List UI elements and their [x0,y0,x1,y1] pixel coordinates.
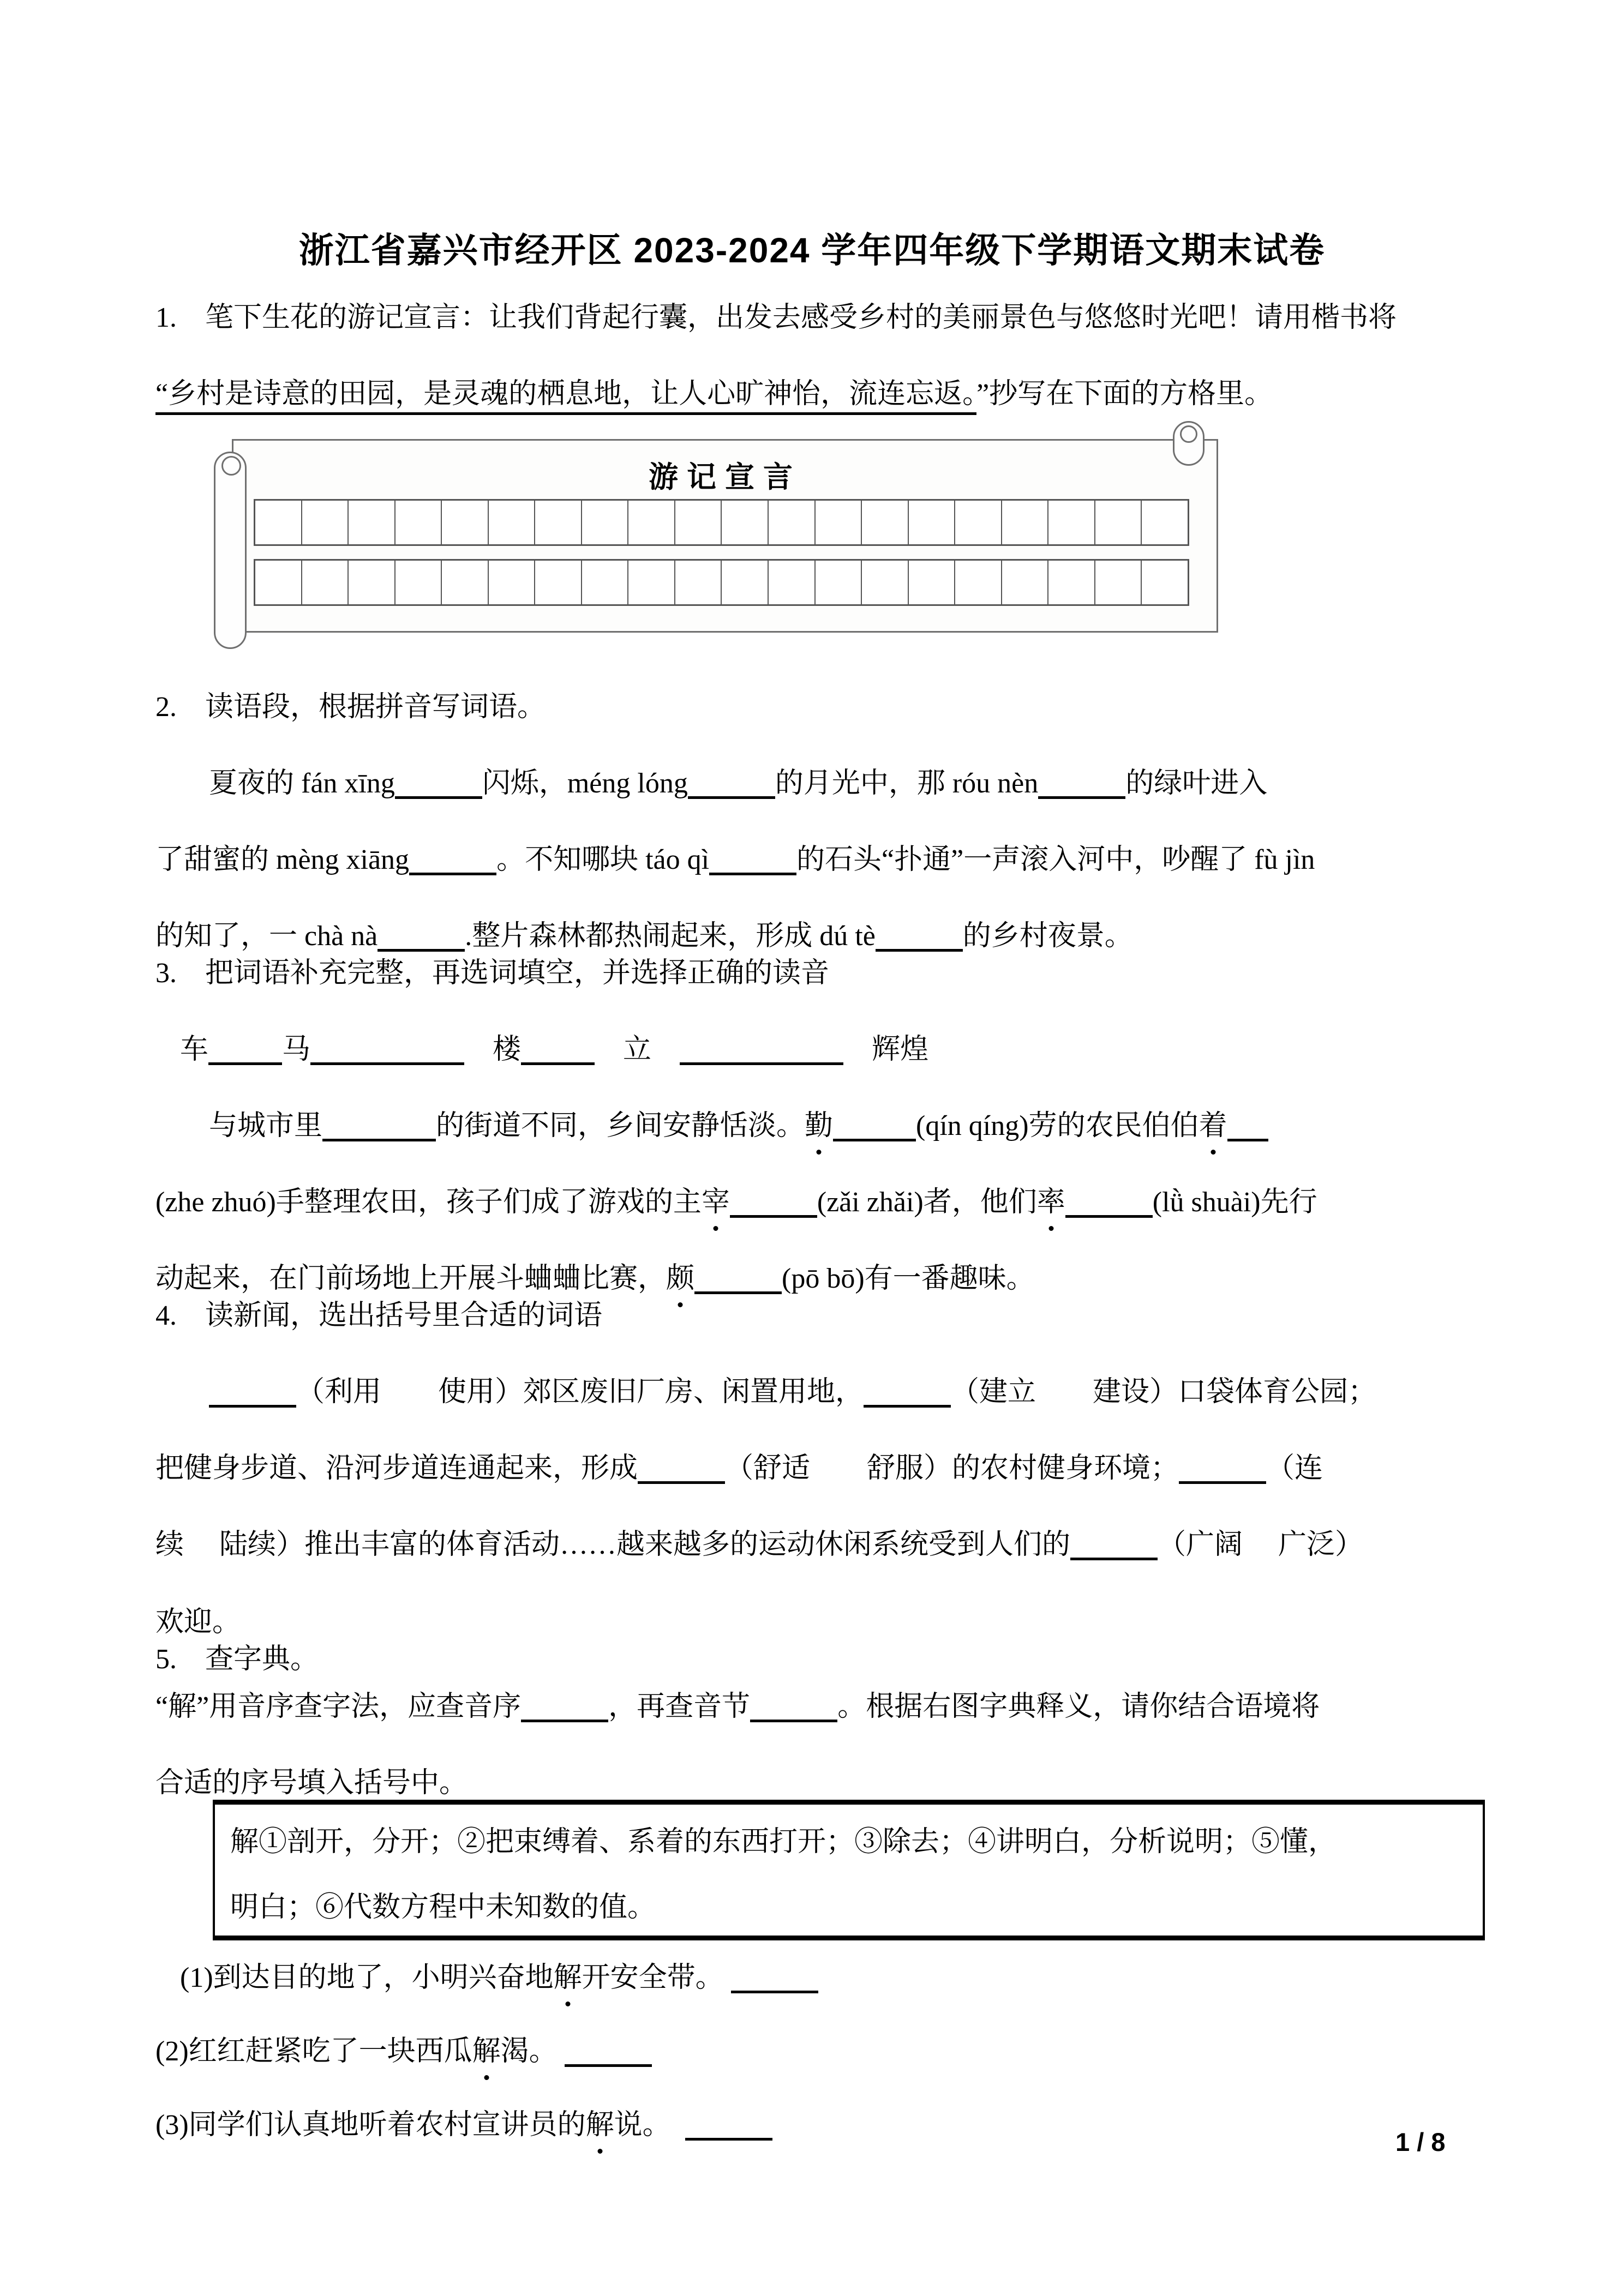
emphasized-char: 宰 [702,1183,730,1222]
writing-grid-cell [582,561,629,604]
writing-grid-cell [302,501,349,544]
writing-grid-cell [489,501,536,544]
answer-blank [864,1379,951,1408]
question-2-line-1: 夏夜的 fán xīng 闪烁，méng lóng 的月光中，那 róu nèn 的绿叶进入 [209,768,1268,799]
answer-blank [565,2038,652,2067]
answer-blank [685,2112,772,2141]
question-5-header: 5. 查字典。 [155,1644,319,1675]
writing-grid-cell [395,561,442,604]
writing-grid-cell [909,501,956,544]
writing-grid-cell [628,501,675,544]
question-2-header: 2. 读语段，根据拼音写词语。 [155,692,546,723]
answer-blank [377,923,465,952]
answer-blank [709,846,796,875]
answer-blank [730,1189,817,1218]
answer-blank [521,1036,595,1065]
answer-blank [1227,1113,1268,1141]
answer-blank [1065,1189,1153,1218]
question-5-subitem-3: (3)同学们认真地听着农村宣讲员的解说。 [155,2106,772,2144]
writing-grid-cell [675,561,722,604]
answer-blank [731,1964,818,1993]
writing-grid-cell [862,501,909,544]
answer-blank [1070,1531,1158,1560]
writing-grid-cell [769,501,816,544]
answer-blank [1179,1455,1266,1484]
scroll-title: 游记宣言 [649,461,801,494]
writing-grid-cell [722,501,769,544]
question-1-line-1: 1. 笔下生花的游记宣言：让我们背起行囊，出发去感受乡村的美丽景色与悠悠时光吧！请用楷书将 [155,302,1397,333]
question-4-header: 4. 读新闻，选出括号里合适的词语 [155,1300,603,1331]
answer-blank [521,1693,608,1722]
writing-grid-cell [1048,561,1095,604]
writing-grid-cell [1142,561,1188,604]
answer-blank [688,770,775,799]
answer-blank [680,1036,843,1065]
dictionary-definitions-box [213,1800,1485,1940]
scroll-right-rod-cap [1180,425,1197,443]
writing-grid-row-1 [254,499,1189,546]
emphasized-char: 颇 [666,1260,694,1298]
question-5-line-1: “解”用音序查字法，应查音序 ，再查音节 。根据右图字典释义，请你结合语境将 [155,1691,1320,1722]
question-2-line-3: 的知了，一 chà nà .整片森林都热闹起来，形成 dú tè 的乡村夜景。 [155,921,1133,952]
writing-grid-cell [955,561,1002,604]
emphasized-char: 着 [1199,1107,1227,1145]
writing-grid-cell [1048,501,1095,544]
question-2-line-2: 了甜蜜的 mèng xiāng 。不知哪块 táo qì 的石头“扑通”一声滚入河中，吵醒了 fù jìn [155,844,1315,875]
writing-grid-cell [442,501,489,544]
writing-grid-cell [1142,501,1188,544]
writing-grid-cell [349,501,395,544]
answer-blank [395,770,482,799]
answer-blank [876,923,963,952]
page-title: 浙江省嘉兴市经开区 2023-2024 学年四年级下学期语文期末试卷 [298,231,1326,270]
writing-grid-cell [255,501,302,544]
writing-grid-cell [302,561,349,604]
question-4-line-4: 欢迎。 [155,1607,241,1638]
writing-grid-cell [489,561,536,604]
question-1-line-2: “乡村是诗意的田园，是灵魂的栖息地，让人心旷神怡，流连忘返。”抄写在下面的方格里。 [155,375,1273,413]
writing-grid-cell [349,561,395,604]
underlined-text: “乡村是诗意的田园，是灵魂的栖息地，让人心旷神怡，流连忘返。 [155,378,976,415]
writing-grid-cell [1002,501,1049,544]
answer-blank [322,1113,436,1141]
emphasized-char: 解 [472,2033,501,2071]
answer-blank [638,1455,725,1484]
writing-grid-cell [955,501,1002,544]
writing-grid-cell [1095,561,1142,604]
question-3-header: 3. 把词语补充完整，再选词填空，并选择正确的读音 [155,958,830,989]
dictionary-line-2: 明白；⑥代数方程中未知数的值。 [230,1892,656,1923]
writing-grid-cell [255,561,302,604]
answer-blank [409,846,496,875]
answer-blank [694,1265,782,1294]
writing-grid-cell [628,561,675,604]
writing-grid-cell [535,561,582,604]
question-3-idiom-line: 车 马 楼 立 辉煌 [180,1034,929,1065]
scroll-left-rod-cap [221,456,241,476]
writing-grid-cell [816,501,862,544]
writing-grid-cell [535,501,582,544]
writing-grid-cell [1002,561,1049,604]
writing-grid-cell [909,561,956,604]
writing-grid-cell [1095,501,1142,544]
question-5-subitem-2: (2)红红赶紧吃了一块西瓜解渴。 [155,2033,652,2071]
emphasized-char: 解 [554,1959,582,1997]
question-4-line-1: （利用 使用）郊区废旧厂房、闲置用地， （建立 建设）口袋体育公园； [209,1373,1376,1411]
writing-grid-cell [862,561,909,604]
answer-blank [209,1379,296,1408]
question-3-line-3: 动起来，在门前场地上开展斗蛐蛐比赛，颇 (pō bō)有一番趣味。 [155,1260,1035,1298]
dictionary-line-1: 解①剖开，分开；②把束缚着、系着的东西打开；③除去；④讲明白，分析说明；⑤懂， [230,1826,1337,1858]
question-5-subitem-1: (1)到达目的地了，小明兴奋地解开安全带。 [180,1959,818,1997]
writing-grid-cell [675,501,722,544]
emphasized-char: 勤 [805,1107,833,1145]
question-3-line-2: (zhe zhuó)手整理农田，孩子们成了游戏的主宰 (zǎi zhǎi)者，他们率 (lǜ shuài)先行 [155,1183,1317,1222]
writing-grid-cell [722,561,769,604]
question-5-line-2: 合适的序号填入括号中。 [155,1768,468,1799]
emphasized-char: 率 [1037,1183,1065,1222]
writing-grid-row-2 [254,559,1189,606]
question-4-line-2: 把健身步道、沿河步道连通起来，形成 （舒适 舒服）的农村健身环境； （连 [155,1453,1323,1484]
answer-blank [310,1036,464,1065]
answer-blank [750,1693,837,1722]
writing-grid-cell [442,561,489,604]
writing-grid-cell [769,561,816,604]
answer-blank [833,1113,916,1141]
question-3-line-1: 与城市里 的街道不同，乡间安静恬淡。勤 (qín qíng)劳的农民伯伯着 [209,1107,1268,1145]
scroll-left-rod [214,452,247,649]
answer-blank [208,1036,282,1065]
writing-grid-cell [395,501,442,544]
question-4-line-3: 续 陆续）推出丰富的体育活动……越来越多的运动休闲系统受到人们的 （广阔 广泛） [155,1529,1364,1560]
page-number: 1 / 8 [1395,2127,1446,2156]
emphasized-char: 解 [586,2106,614,2144]
answer-blank [1038,770,1125,799]
writing-grid-cell [582,501,629,544]
writing-grid-cell [816,561,862,604]
